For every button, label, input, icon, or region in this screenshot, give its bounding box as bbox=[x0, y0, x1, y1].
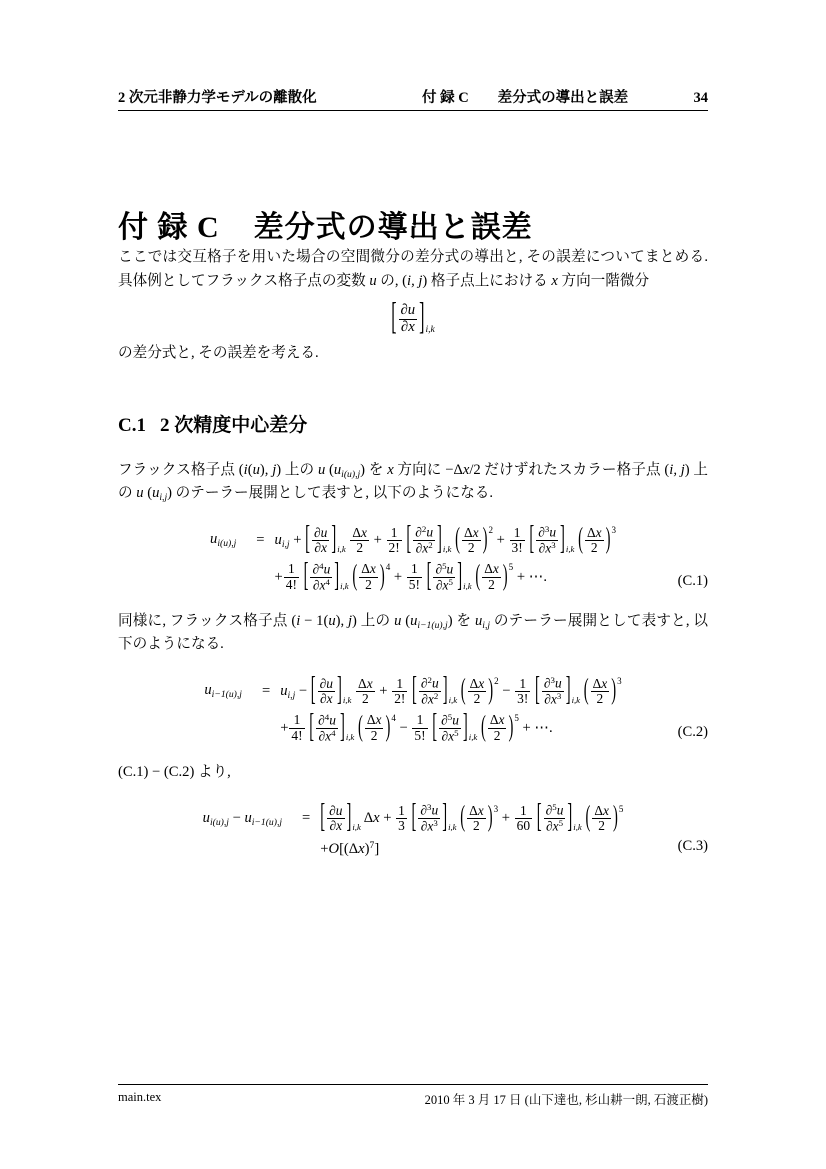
intro-paragraph: ここでは交互格子を用いた場合の空間微分の差分式の導出と, その誤差についてまとめる. 具体例としてフラックス格子点の変数 u の, (i, j) 格子点上における x 方向一階微分 bbox=[118, 249, 708, 289]
footer-date-authors: 2010 年 3 月 17 日 (山下達也, 杉山耕一朗, 石渡正樹) bbox=[424, 1093, 708, 1107]
paragraph-3: (C.1) − (C.2) より, bbox=[118, 763, 231, 780]
section-heading bbox=[118, 410, 708, 437]
paragraph-1: フラックス格子点 (i(u), j) 上の u $(u_{i(u),j})$ を x 方向に −Δx/2 だけずれたスカラー格子点 (i, j) 上の u $(u_{i,j})$ のテーラー展開として表すと, 以下のようになる. bbox=[118, 461, 708, 504]
equation-tag-c3: (C.3) bbox=[677, 838, 708, 855]
running-header bbox=[118, 86, 708, 107]
equation-c1: $u_{i(u),j}$ = $u_{i,j}$ + [ $\frac{\partial u}{\partial x}$ ]i,k $\frac{\Delta x}{2}$ + $\frac{1}{2!}$ [ $\frac{\partial^2u}{\partial x^2}$ ]i,k ( $\frac{\Delta x}{2}$ )2 + $\frac{1}{3!}$ [ $\frac{\partial^3u}{\partial x^3}$ ]i,k ( $\frac{\Delta x}{2}$ )3 + $\frac{1}{4!}$ [ $\frac{\partial^4u}{\partial x^4}$ ]i,k ( $\frac{\Delta x}{2}$ )4 + $\frac{1}{5!}$ [ $\frac{\partial^5u}{\partial x^5}$ ]i,k ( $\frac{\Delta x}{2}$ )5 + ⋯. (C.1) bbox=[210, 520, 708, 595]
page-footer bbox=[118, 1090, 708, 1108]
section-title: 2 次精度中心差分 bbox=[159, 414, 308, 436]
bracket-group: [ $\frac{\partial u}{\partial x}$ ]i,k bbox=[391, 298, 435, 339]
footer-rule bbox=[118, 1084, 708, 1085]
equation-tag-c1: (C.1) bbox=[677, 572, 708, 589]
chapter-label: 付 録 C bbox=[118, 211, 220, 244]
header-rule bbox=[118, 110, 708, 111]
paragraph-2: 同様に, フラックス格子点 (i − 1(u), j) 上の u $(u_{i-1(u),j})$ を $u_{i,j}$ のテーラー展開として表すと, 以下のようになる. bbox=[118, 612, 708, 653]
intro-display-formula bbox=[118, 298, 708, 339]
section-number: C.1 bbox=[118, 414, 146, 436]
running-header-left: 2 次元非静力学モデルの離散化 bbox=[118, 90, 317, 106]
chapter-title bbox=[118, 210, 708, 246]
chapter-title-text: 差分式の導出と誤差 bbox=[253, 211, 533, 244]
running-header-middle: 付 録 C 差分式の導出と誤差 bbox=[421, 90, 629, 106]
equation-c3: $u_{i(u),j} - u_{i-1(u),j}$ = [ $\frac{\partial u}{\partial x}$ ]i,k Δx + $\frac{1}{3}$ [ $\frac{\partial^3u}{\partial x^3}$ ]i,k ( $\frac{\Delta x}{2}$ )3 + $\frac{1}{60}$ [ $\frac{\partial^5u}{\partial x^5}$ ]i,k ( $\frac{\Delta x}{2}$ )5 $+O[(\Delta x)^7]$ (C.3) bbox=[202, 798, 708, 858]
footer-filename: main.tex bbox=[118, 1090, 162, 1104]
equation-tag-c2: (C.2) bbox=[677, 723, 708, 740]
equation-c2: $u_{i-1(u),j}$ = $u_{i,j}$ − [ $\frac{\partial u}{\partial x}$ ]i,k $\frac{\Delta x}{2}$ + $\frac{1}{2!}$ [ $\frac{\partial^2u}{\partial x^2}$ ]i,k ( $\frac{\Delta x}{2}$ )2 − $\frac{1}{3!}$ [ $\frac{\partial^3u}{\partial x^3}$ ]i,k ( $\frac{\Delta x}{2}$ )3 + $\frac{1}{4!}$ [ $\frac{\partial^4u}{\partial x^4}$ ]i,k ( $\frac{\Delta x}{2}$ )4 − $\frac{1}{5!}$ [ $\frac{\partial^5u}{\partial x^5}$ ]i,k ( $\frac{\Delta x}{2}$ )5 + ⋯. (C.2) bbox=[204, 671, 708, 746]
page-content bbox=[118, 180, 708, 875]
page-number: 34 bbox=[693, 90, 708, 106]
intro-after-formula: の差分式と, その誤差を考える. bbox=[118, 345, 319, 362]
